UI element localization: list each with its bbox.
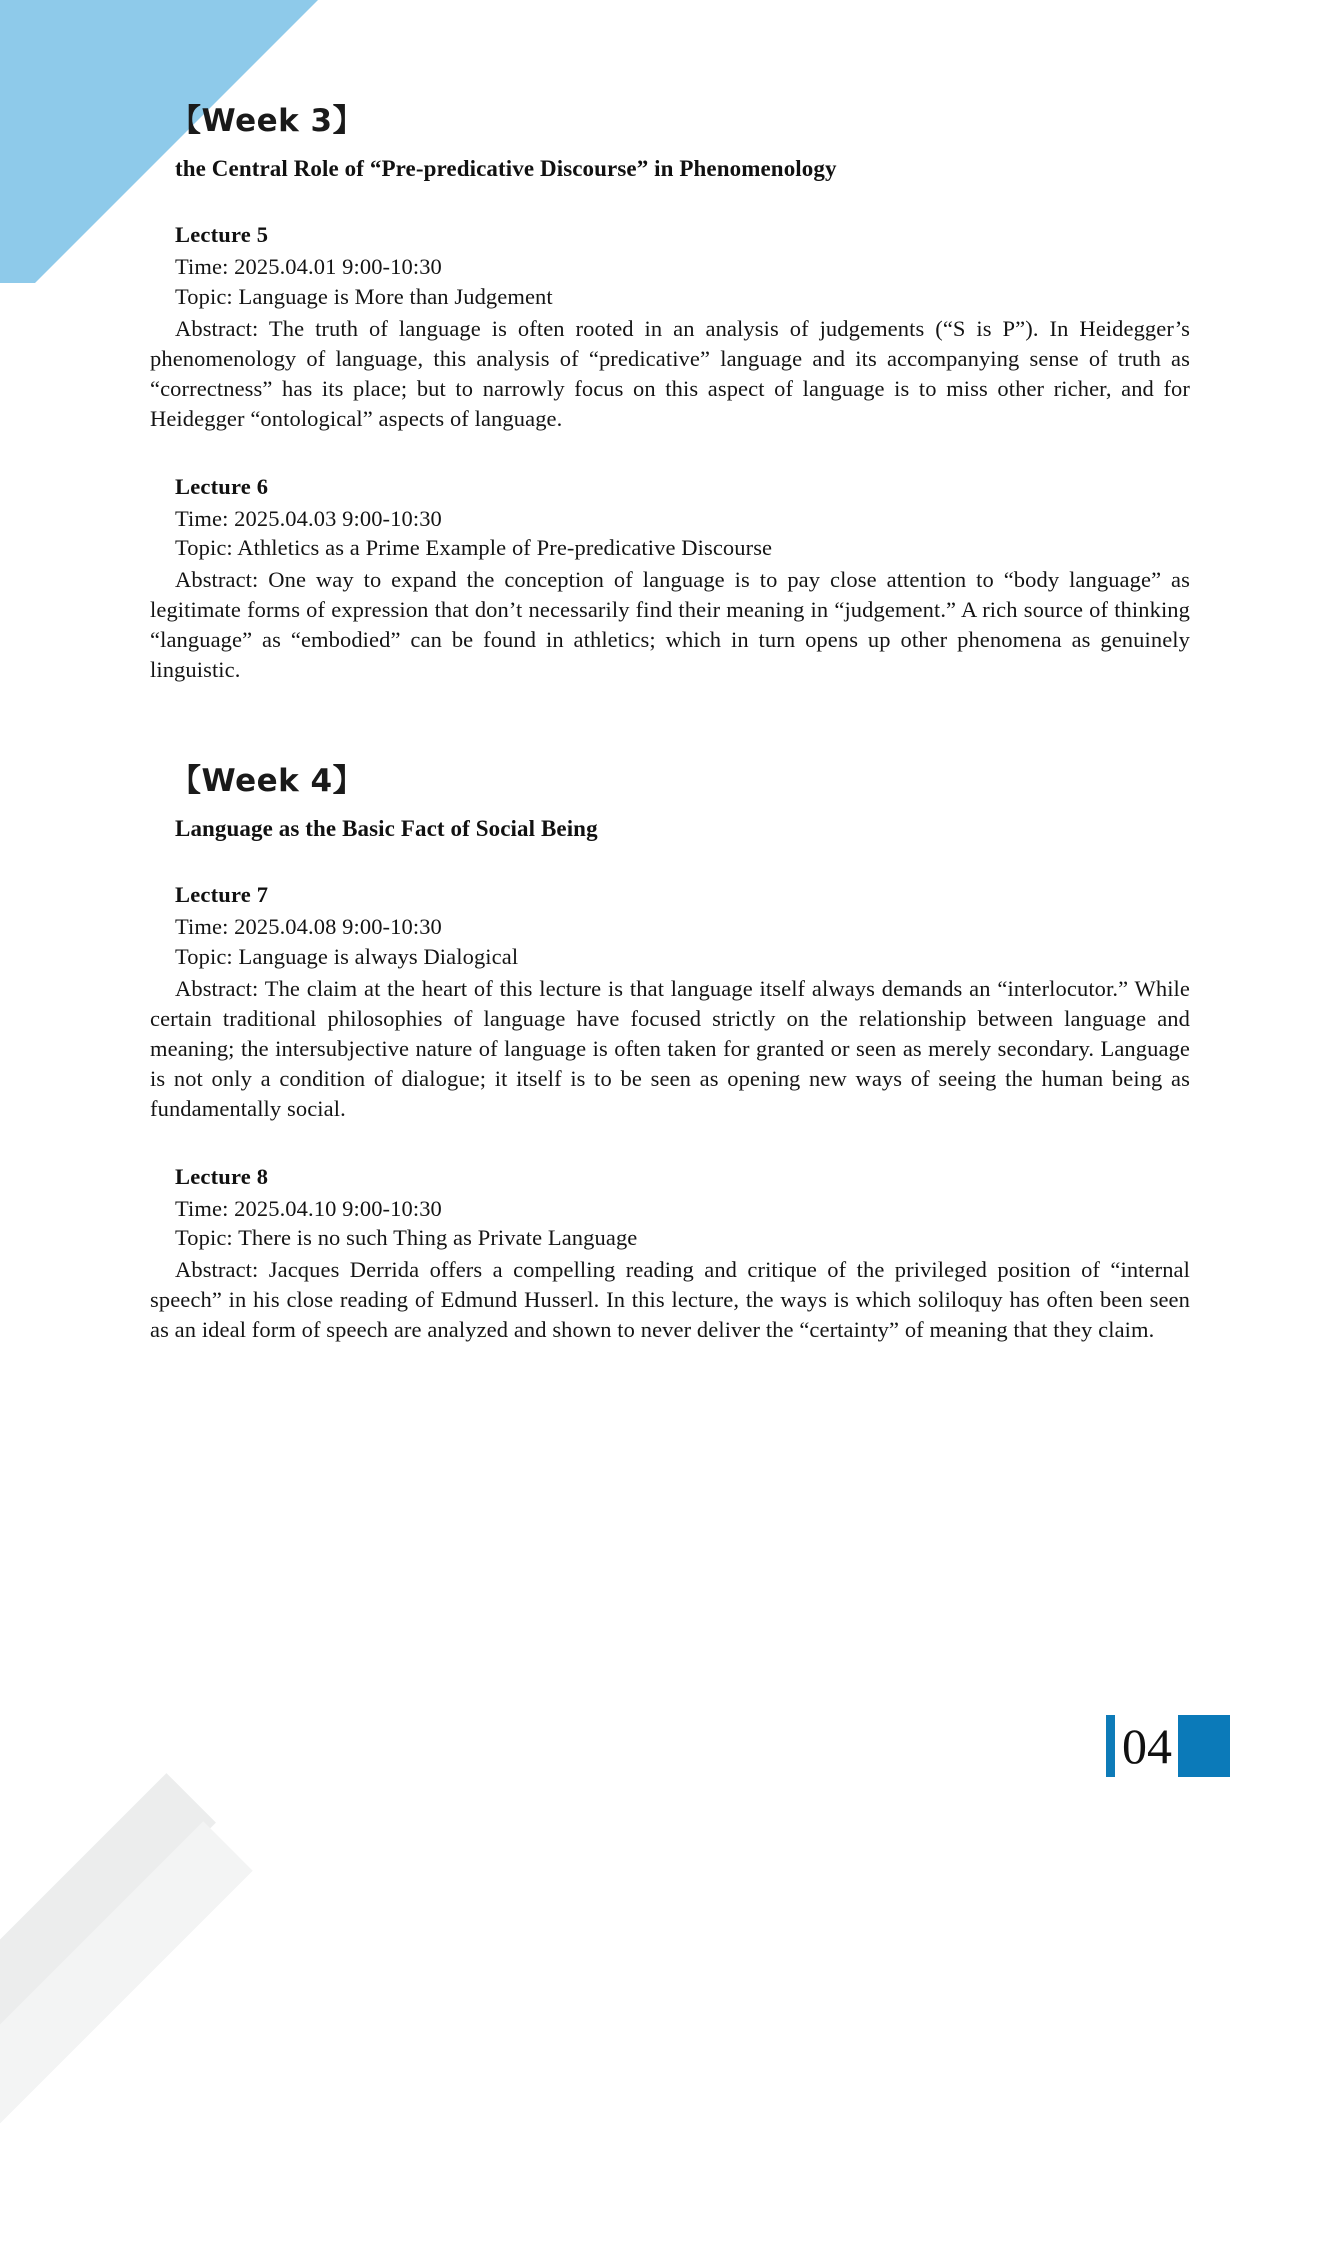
lecture-title: Lecture 7 [175, 882, 269, 908]
lecture-title: Lecture 8 [175, 1163, 269, 1189]
document-content [150, 0, 1190, 1385]
lecture-abstract: Abstract: The truth of language is often rooted in an analysis of judgements (“S is P”). In Heidegger’s phenomenology of language, this analysis of “predicative” language and its accompanying sense of truth as “correctness” has its place; but to narrowly focus on this aspect of language is to miss other richer, and for Heidegger “ontological” aspects of language. [150, 315, 1190, 431]
lecture-block [150, 1164, 1190, 1346]
lecture-title: Lecture 5 [175, 222, 269, 247]
lecture-abstract: Abstract: One way to expand the conception of language is to pay close attention to “body language” as legitimate forms of expression that don’t necessarily find their meaning in “judgement.” A rich source of thinking “language” as “embodied” can be found in athletics; which in turn opens up other phenomena as genuinely linguistic. [150, 567, 1190, 683]
lecture-topic: Topic: There is no such Thing as Private Language [175, 1225, 638, 1251]
page-number: 04 [1122, 1718, 1172, 1774]
lecture-time: Time: 2025.04.10 9:00-10:30 [175, 1195, 442, 1221]
lecture-abstract: Abstract: The claim at the heart of this lecture is that language itself always demands an “interlocutor.” While certain traditional philosophies of language have focused strictly on the relationship between language and meaning; the intersubjective nature of language is often taken for granted or seen as merely secondary. Language is not only a condition of dialogue; it itself is to be seen as opening new ways of seeing the human being as fundamentally social. [150, 975, 1190, 1121]
lecture-topic: Topic: Language is always Dialogical [175, 943, 519, 969]
week-heading: 【Week 4】 [170, 763, 365, 800]
week-heading: 【Week 3】 [170, 103, 365, 139]
lecture-block [150, 222, 1190, 434]
lecture-topic: Topic: Language is More than Judgement [175, 283, 553, 309]
footer-accent-bar [1106, 1715, 1115, 1777]
lecture-time: Time: 2025.04.03 9:00-10:30 [175, 505, 442, 531]
footer-accent-square [1178, 1715, 1230, 1777]
section-week-4 [150, 755, 1190, 1345]
week-subtitle: Language as the Basic Fact of Social Being [175, 816, 598, 842]
lecture-block [150, 882, 1190, 1123]
week-subtitle: the Central Role of “Pre-predicative Discourse” in Phenomenology [175, 156, 837, 181]
lecture-topic: Topic: Athletics as a Prime Example of Pre-predicative Discourse [175, 535, 773, 561]
lecture-title: Lecture 6 [175, 473, 269, 499]
lecture-abstract: Abstract: Jacques Derrida offers a compelling reading and critique of the privileged position of “internal speech” in his close reading of Edmund Husserl. In this lecture, the ways is which soliloquy has often been seen as an ideal form of speech are analyzed and shown to never deliver the “certainty” of meaning that they claim. [150, 1257, 1190, 1343]
lecture-time: Time: 2025.04.01 9:00-10:30 [175, 254, 442, 279]
lecture-block [150, 474, 1190, 686]
lecture-time: Time: 2025.04.08 9:00-10:30 [175, 914, 442, 940]
page-footer [1106, 1715, 1230, 1777]
section-week-3 [150, 95, 1190, 685]
